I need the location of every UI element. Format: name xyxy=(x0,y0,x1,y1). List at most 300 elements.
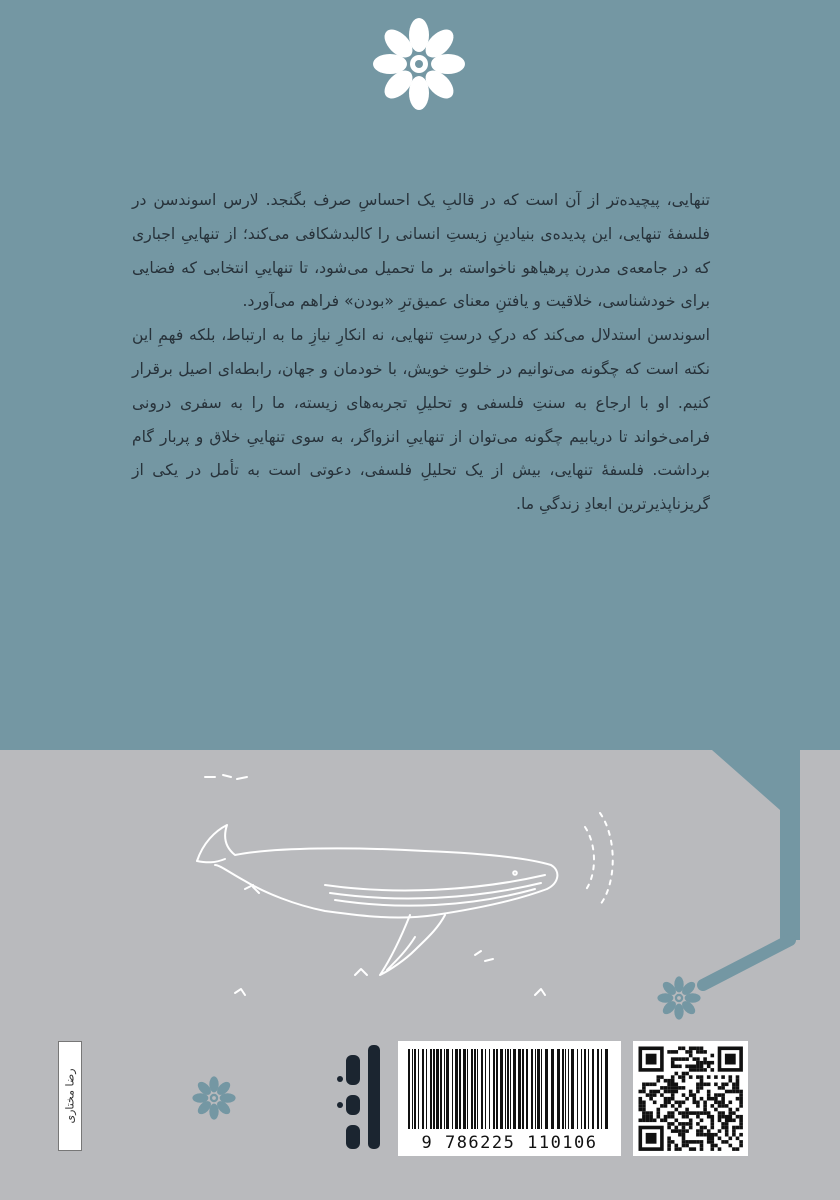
qr-module xyxy=(660,1119,664,1123)
qr-module xyxy=(736,1075,740,1079)
qr-module xyxy=(678,1147,682,1151)
barcode-bar xyxy=(568,1049,569,1129)
barcode-bar xyxy=(418,1049,419,1129)
qr-module xyxy=(729,1090,733,1094)
barcode-bar xyxy=(535,1049,536,1129)
qr-module xyxy=(711,1097,715,1101)
qr-module xyxy=(739,1133,743,1137)
qr-module xyxy=(657,1090,661,1094)
qr-module xyxy=(718,1093,722,1097)
barcode-bar xyxy=(422,1049,424,1129)
qr-module xyxy=(689,1119,693,1123)
qr-module xyxy=(682,1101,686,1105)
qr-module xyxy=(736,1097,740,1101)
qr-module xyxy=(718,1137,722,1141)
qr-module xyxy=(678,1122,682,1126)
qr-module xyxy=(667,1115,671,1119)
barcode-bar xyxy=(584,1049,586,1129)
qr-module xyxy=(653,1083,657,1087)
qr-module xyxy=(682,1075,686,1079)
barcode-bar xyxy=(444,1049,445,1129)
barcode-bar xyxy=(505,1049,506,1129)
qr-module xyxy=(714,1093,718,1097)
barcode-bar xyxy=(562,1049,564,1129)
qr-module xyxy=(657,1115,661,1119)
qr-module xyxy=(711,1122,715,1126)
qr-module xyxy=(707,1093,711,1097)
qr-module xyxy=(678,1047,682,1051)
qr-module xyxy=(671,1086,675,1090)
qr-module xyxy=(664,1104,668,1108)
qr-module xyxy=(711,1137,715,1141)
barcode-bar xyxy=(446,1049,449,1129)
barcode-bar xyxy=(477,1049,478,1129)
qr-module xyxy=(736,1083,740,1087)
barcode-bar xyxy=(565,1049,566,1129)
qr-module xyxy=(714,1133,718,1137)
qr-module xyxy=(653,1119,657,1123)
qr-module xyxy=(649,1115,653,1119)
qr-module xyxy=(689,1075,693,1079)
qr-module xyxy=(732,1086,736,1090)
qr-module xyxy=(642,1119,646,1123)
qr-module xyxy=(671,1079,675,1083)
qr-module xyxy=(649,1083,653,1087)
barcode-bar xyxy=(577,1049,578,1129)
barcode-bar xyxy=(513,1049,516,1129)
barcode-bar xyxy=(430,1049,432,1129)
qr-module xyxy=(718,1119,722,1123)
qr-module xyxy=(707,1115,711,1119)
qr-module xyxy=(736,1079,740,1083)
qr-module xyxy=(721,1093,725,1097)
qr-module xyxy=(725,1083,729,1087)
qr-module xyxy=(700,1126,704,1130)
qr-module xyxy=(678,1065,682,1069)
qr-module xyxy=(675,1057,679,1061)
qr-module xyxy=(718,1101,722,1105)
qr-module xyxy=(671,1083,675,1087)
qr-module xyxy=(732,1090,736,1094)
qr-module xyxy=(671,1093,675,1097)
qr-module xyxy=(639,1090,643,1094)
qr-module xyxy=(689,1122,693,1126)
qr-module xyxy=(721,1086,725,1090)
qr-module xyxy=(711,1144,715,1148)
blurb-paragraph: اسوندسن استدلال می‌کند که درکِ درستِ تنهایی، نه انکارِ نیازِ ما به ارتباط، بلکه فهمِ این نکته است که چگونه می‌توانیم در خلوتِ خویش، با خودمان و جهان، رابطه‌ای اصیل برقرار کنیم. او با ارجاع به سنتِ فلسفی و تحلیلِ تجربه‌های زیسته، ما را به سفری درونی فرامی‌خواند تا دریابیم چگونه می‌توان از تنهاییِ انزواگر، به سوی تنهاییِ خلاق و پربار گام برداشت. فلسفهٔ تنهایی، بیش از یک تحلیلِ فلسفی، دعوتی است به تأمل در یکی از گریزناپذیرترین ابعادِ زندگیِ ما. xyxy=(132,326,710,514)
qr-module xyxy=(689,1111,693,1115)
qr-module xyxy=(685,1065,689,1069)
qr-module xyxy=(682,1079,686,1083)
qr-module xyxy=(671,1090,675,1094)
qr-module xyxy=(660,1086,664,1090)
barcode-bar xyxy=(433,1049,435,1129)
qr-module xyxy=(707,1129,711,1133)
qr-module xyxy=(646,1115,650,1119)
qr-module xyxy=(642,1104,646,1108)
qr-module xyxy=(678,1133,682,1137)
qr-module xyxy=(689,1140,693,1144)
qr-module xyxy=(678,1086,682,1090)
qr-module xyxy=(664,1119,668,1123)
qr-module xyxy=(725,1133,729,1137)
qr-module xyxy=(732,1147,736,1151)
qr-module xyxy=(671,1115,675,1119)
qr-module xyxy=(696,1047,700,1051)
barcode-bar xyxy=(455,1049,458,1129)
qr-module xyxy=(725,1104,729,1108)
qr-module xyxy=(696,1057,700,1061)
qr-module xyxy=(729,1108,733,1112)
qr-module xyxy=(682,1133,686,1137)
qr-module xyxy=(682,1137,686,1141)
qr-module xyxy=(707,1061,711,1065)
qr-module xyxy=(739,1090,743,1094)
flower-icon xyxy=(656,975,702,1021)
qr-module xyxy=(693,1111,697,1115)
qr-module xyxy=(693,1097,697,1101)
qr-module xyxy=(725,1119,729,1123)
qr-module xyxy=(707,1090,711,1094)
qr-module xyxy=(693,1068,697,1072)
qr-module xyxy=(711,1054,715,1058)
qr-module xyxy=(721,1115,725,1119)
barcode-bar xyxy=(531,1049,533,1129)
qr-module xyxy=(729,1111,733,1115)
qr-module xyxy=(682,1129,686,1133)
qr-module xyxy=(721,1097,725,1101)
whale-illustration xyxy=(175,765,625,1015)
qr-module xyxy=(667,1090,671,1094)
qr-module xyxy=(682,1126,686,1130)
qr-module xyxy=(667,1122,671,1126)
qr-module xyxy=(671,1061,675,1065)
qr-module xyxy=(693,1093,697,1097)
qr-module xyxy=(685,1122,689,1126)
barcode-bar xyxy=(537,1049,540,1129)
qr-module xyxy=(718,1129,722,1133)
qr-module xyxy=(675,1086,679,1090)
qr-module xyxy=(667,1144,671,1148)
qr-module xyxy=(671,1050,675,1054)
qr-module xyxy=(700,1083,704,1087)
qr-module xyxy=(711,1061,715,1065)
qr-module xyxy=(732,1129,736,1133)
qr-module xyxy=(700,1079,704,1083)
barcode-bar xyxy=(518,1049,521,1129)
qr-finder xyxy=(725,1054,736,1065)
qr-module xyxy=(653,1090,657,1094)
qr-module xyxy=(689,1068,693,1072)
qr-module xyxy=(700,1047,704,1051)
qr-module xyxy=(721,1140,725,1144)
qr-module xyxy=(639,1104,643,1108)
qr-module xyxy=(642,1083,646,1087)
qr-module xyxy=(714,1101,718,1105)
barcode-bar xyxy=(493,1049,495,1129)
qr-module xyxy=(696,1050,700,1054)
barcode-bar xyxy=(581,1049,582,1129)
qr-module xyxy=(682,1144,686,1148)
qr-module xyxy=(711,1104,715,1108)
barcode-bar xyxy=(459,1049,461,1129)
qr-module xyxy=(729,1101,733,1105)
barcode-bar xyxy=(601,1049,602,1129)
barcode-bar xyxy=(408,1049,410,1129)
qr-module xyxy=(646,1119,650,1123)
qr-module xyxy=(689,1050,693,1054)
qr-module xyxy=(703,1050,707,1054)
qr-module xyxy=(739,1104,743,1108)
qr-module xyxy=(700,1133,704,1137)
qr-module xyxy=(729,1079,733,1083)
qr-module xyxy=(667,1140,671,1144)
qr-module xyxy=(711,1068,715,1072)
qr-module xyxy=(685,1129,689,1133)
qr-module xyxy=(718,1115,722,1119)
qr-module xyxy=(667,1097,671,1101)
barcode-bars xyxy=(404,1049,615,1129)
qr-module xyxy=(689,1147,693,1151)
designer-credit-text: رضا مختاری xyxy=(63,1068,77,1124)
barcode-bar xyxy=(463,1049,466,1129)
qr-module xyxy=(711,1133,715,1137)
qr-module xyxy=(667,1079,671,1083)
flower-icon xyxy=(191,1075,237,1121)
barcode-bar xyxy=(412,1049,413,1129)
qr-module xyxy=(685,1115,689,1119)
qr-module xyxy=(657,1075,661,1079)
qr-module xyxy=(685,1097,689,1101)
qr-module xyxy=(671,1097,675,1101)
qr-module xyxy=(729,1137,733,1141)
barcode-bar xyxy=(605,1049,608,1129)
qr-module xyxy=(696,1111,700,1115)
qr-module xyxy=(696,1104,700,1108)
barcode-bar xyxy=(481,1049,483,1129)
qr-module xyxy=(685,1140,689,1144)
qr-module xyxy=(675,1144,679,1148)
qr-module xyxy=(696,1075,700,1079)
qr-module xyxy=(664,1086,668,1090)
qr-module xyxy=(653,1101,657,1105)
qr-module xyxy=(721,1104,725,1108)
qr-module xyxy=(696,1068,700,1072)
qr-module xyxy=(736,1126,740,1130)
qr-module xyxy=(646,1093,650,1097)
qr-module xyxy=(689,1090,693,1094)
qr-module xyxy=(675,1119,679,1123)
barcode-bar xyxy=(436,1049,439,1129)
qr-module xyxy=(682,1057,686,1061)
qr-module xyxy=(667,1126,671,1130)
qr-module xyxy=(675,1108,679,1112)
qr-module xyxy=(649,1090,653,1094)
qr-module xyxy=(646,1083,650,1087)
barcode-bar xyxy=(571,1049,574,1129)
qr-module xyxy=(653,1093,657,1097)
qr-module xyxy=(696,1133,700,1137)
isbn-number: 9 786225 110106 xyxy=(421,1133,598,1153)
qr-module xyxy=(693,1147,697,1151)
qr-module xyxy=(739,1126,743,1130)
barcode-bar xyxy=(452,1049,453,1129)
qr-module xyxy=(707,1137,711,1141)
qr-module xyxy=(642,1108,646,1112)
qr-module xyxy=(671,1129,675,1133)
qr-module xyxy=(667,1083,671,1087)
qr-module xyxy=(667,1050,671,1054)
qr-module xyxy=(685,1111,689,1115)
qr-module xyxy=(700,1086,704,1090)
qr-module xyxy=(729,1144,733,1148)
qr-finder xyxy=(646,1054,657,1065)
qr-module xyxy=(739,1144,743,1148)
qr-module xyxy=(711,1147,715,1151)
qr-module xyxy=(714,1108,718,1112)
qr-module xyxy=(639,1119,643,1123)
qr-module xyxy=(689,1126,693,1130)
qr-module xyxy=(718,1104,722,1108)
qr-module xyxy=(739,1140,743,1144)
qr-module xyxy=(675,1126,679,1130)
qr-module xyxy=(725,1129,729,1133)
qr-module xyxy=(689,1047,693,1051)
qr-module xyxy=(714,1144,718,1148)
qr-module xyxy=(696,1086,700,1090)
qr-module xyxy=(725,1115,729,1119)
qr-module xyxy=(675,1129,679,1133)
qr-module xyxy=(678,1104,682,1108)
qr-module xyxy=(682,1086,686,1090)
qr-module xyxy=(675,1101,679,1105)
qr-module xyxy=(721,1122,725,1126)
qr-module xyxy=(732,1119,736,1123)
qr-module xyxy=(696,1115,700,1119)
barcode-bar xyxy=(471,1049,473,1129)
qr-module xyxy=(671,1065,675,1069)
qr-module xyxy=(689,1065,693,1069)
qr-module xyxy=(696,1090,700,1094)
qr-module xyxy=(657,1079,661,1083)
qr-module xyxy=(682,1140,686,1144)
qr-module xyxy=(664,1115,668,1119)
qr-module xyxy=(711,1140,715,1144)
qr-module xyxy=(736,1115,740,1119)
qr-module xyxy=(696,1065,700,1069)
qr-module xyxy=(675,1083,679,1087)
qr-module xyxy=(700,1144,704,1148)
qr-module xyxy=(642,1090,646,1094)
barcode-bar xyxy=(414,1049,416,1129)
barcode-bar xyxy=(426,1049,427,1129)
qr-module xyxy=(696,1061,700,1065)
qr-module xyxy=(700,1097,704,1101)
qr-module xyxy=(703,1068,707,1072)
qr-module xyxy=(682,1115,686,1119)
qr-module xyxy=(711,1115,715,1119)
qr-module xyxy=(675,1072,679,1076)
qr-module xyxy=(682,1093,686,1097)
qr-module xyxy=(700,1065,704,1069)
qr-module xyxy=(739,1097,743,1101)
qr-module xyxy=(703,1057,707,1061)
qr-module xyxy=(707,1083,711,1087)
qr-module xyxy=(700,1061,704,1065)
qr-module xyxy=(703,1126,707,1130)
qr-module xyxy=(671,1122,675,1126)
qr-module xyxy=(732,1111,736,1115)
qr-module xyxy=(649,1097,653,1101)
qr-module xyxy=(711,1119,715,1123)
qr-module xyxy=(729,1115,733,1119)
qr-module xyxy=(642,1115,646,1119)
qr-module xyxy=(667,1137,671,1141)
qr-module xyxy=(729,1075,733,1079)
qr-module xyxy=(639,1108,643,1112)
qr-module xyxy=(703,1133,707,1137)
qr-module xyxy=(685,1072,689,1076)
qr-module xyxy=(660,1093,664,1097)
qr-module xyxy=(714,1097,718,1101)
qr-module xyxy=(671,1140,675,1144)
qr-module xyxy=(678,1075,682,1079)
qr-module xyxy=(646,1111,650,1115)
qr-module xyxy=(739,1101,743,1105)
qr-module xyxy=(664,1101,668,1105)
blurb-paragraph: تنهایی، پیچیده‌تر از آن است که در قالبِ یک احساسِ صرف بگنجد. لارس اسوندسن در فلسفهٔ تنهایی، این پدیده‌ی بنیادینِ زیستِ انسانی را کالبدشکافی می‌کند؛ از تنهاییِ اجباری که در جامعه‌ی مدرن پرهیاهو ناخواسته بر ما تحمیل می‌شود، تا تنهاییِ انتخابی که فضایی برای خودشناسی، خلاقیت و یافتنِ معنای عمیق‌ترِ «بودن» فراهم می‌آورد. xyxy=(132,191,710,311)
qr-module xyxy=(707,1140,711,1144)
qr-module xyxy=(685,1050,689,1054)
barcode-bar xyxy=(474,1049,476,1129)
qr-module xyxy=(703,1101,707,1105)
qr-module xyxy=(675,1090,679,1094)
qr-module xyxy=(703,1111,707,1115)
qr-module xyxy=(685,1144,689,1148)
qr-module xyxy=(693,1065,697,1069)
qr-module xyxy=(693,1057,697,1061)
qr-module xyxy=(700,1129,704,1133)
barcode-bar xyxy=(440,1049,442,1129)
barcode-bar xyxy=(588,1049,589,1129)
qr-module xyxy=(732,1133,736,1137)
barcode-bar xyxy=(500,1049,503,1129)
qr-module xyxy=(725,1122,729,1126)
qr-module xyxy=(725,1140,729,1144)
qr-module xyxy=(718,1111,722,1115)
qr-module xyxy=(721,1111,725,1115)
qr-module xyxy=(725,1090,729,1094)
qr-module xyxy=(664,1079,668,1083)
qr-module xyxy=(732,1083,736,1087)
qr-module xyxy=(671,1104,675,1108)
qr-module xyxy=(718,1147,722,1151)
qr-module xyxy=(736,1086,740,1090)
qr-module xyxy=(736,1147,740,1151)
qr-module xyxy=(678,1101,682,1105)
qr-module xyxy=(700,1111,704,1115)
qr-module xyxy=(707,1133,711,1137)
qr-module xyxy=(671,1111,675,1115)
qr-module xyxy=(721,1083,725,1087)
qr-module xyxy=(642,1086,646,1090)
barcode-bar xyxy=(522,1049,524,1129)
qr-module xyxy=(639,1101,643,1105)
qr-module xyxy=(682,1122,686,1126)
barcode-bar xyxy=(467,1049,468,1129)
qr-module xyxy=(707,1097,711,1101)
qr-module xyxy=(711,1126,715,1130)
